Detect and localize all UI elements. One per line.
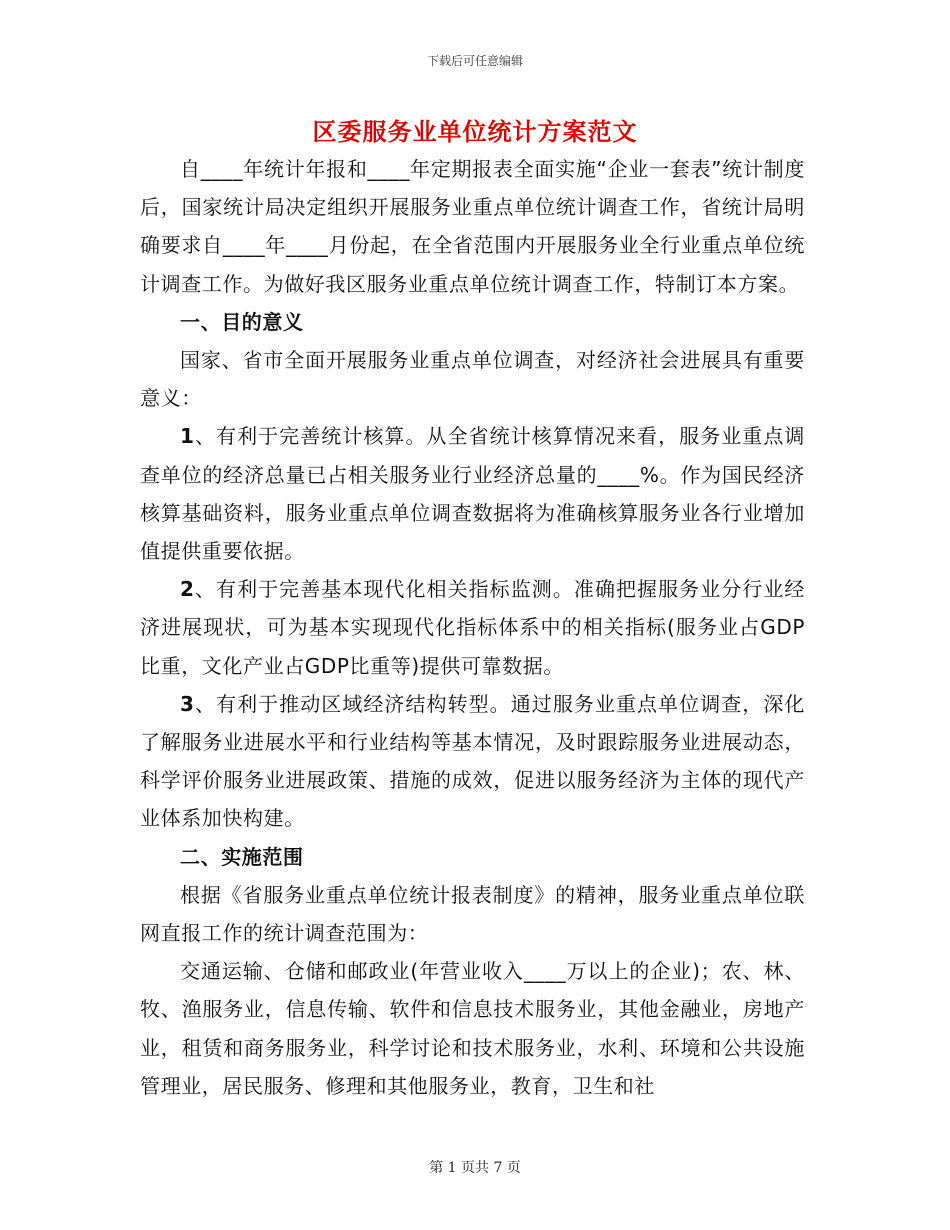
item-text: 、有利于推动区域经济结构转型。通过服务业重点单位调查，深化了解服务业进展水平和行业结构等基本情况，及时跟踪服务业进展动态，科学评价服务业进展政策、措施的成效，促进以服务经济为主体的现代产业体系加快构建。: [140, 691, 805, 831]
item-number: 3: [180, 691, 195, 716]
document-title: 区委服务业单位统计方案范文: [312, 118, 638, 146]
section-heading-purpose: 一、目的意义: [180, 309, 304, 334]
section-purpose-intro: 国家、省市全面开展服务业重点单位调查，对经济社会进展具有重要意义：: [140, 348, 805, 411]
section-heading-scope: 二、实施范围: [180, 844, 304, 869]
item-text: 、有利于完善统计核算。从全省统计核算情况来看，服务业重点调查单位的经济总量已占相关服务业行业经济总量的____%。作为国民经济核算基础资料，服务业重点单位调查数据将为准确核算服务业各行业增加值提供重要依据。: [140, 424, 805, 564]
page-header: 下载后可任意编辑: [426, 54, 523, 68]
item-text: 、有利于完善基本现代化相关指标监测。准确把握服务业分行业经济进展现状，可为基本实现现代化指标体系中的相关指标(服务业占GDP比重，文化产业占GDP比重等)提供可靠数据。: [140, 577, 805, 678]
page-footer: 第 1 页共 7 页: [429, 1160, 521, 1176]
intro-paragraph: 自____年统计年报和____年定期报表全面实施“企业一套表”统计制度后，国家统计局决定组织开展服务业重点单位统计调查工作，省统计局明确要求自____年____月份起，在全省范围内开展服务业全行业重点单位统计调查工作。为做好我区服务业重点单位统计调查工作，特制订本方案。: [140, 157, 805, 296]
document-body: [140, 150, 805, 1105]
item-number: 1: [180, 424, 195, 449]
section-scope-intro: 根据《省服务业重点单位统计报表制度》的精神，服务业重点单位联网直报工作的统计调查范围为：: [140, 882, 805, 946]
item-number: 2: [180, 577, 195, 602]
list-item: [140, 570, 805, 685]
section-scope-list: 交通运输、仓储和邮政业(年营业收入____万以上的企业)；农、林、牧、渔服务业，信息传输、软件和信息技术服务业，其他金融业，房地产业，租赁和商务服务业，科学讨论和技术服务业，水利、环境和公共设施管理业，居民服务、修理和其他服务业，教育，卫生和社: [140, 959, 805, 1098]
list-item: [140, 685, 805, 838]
list-item: [140, 417, 805, 570]
